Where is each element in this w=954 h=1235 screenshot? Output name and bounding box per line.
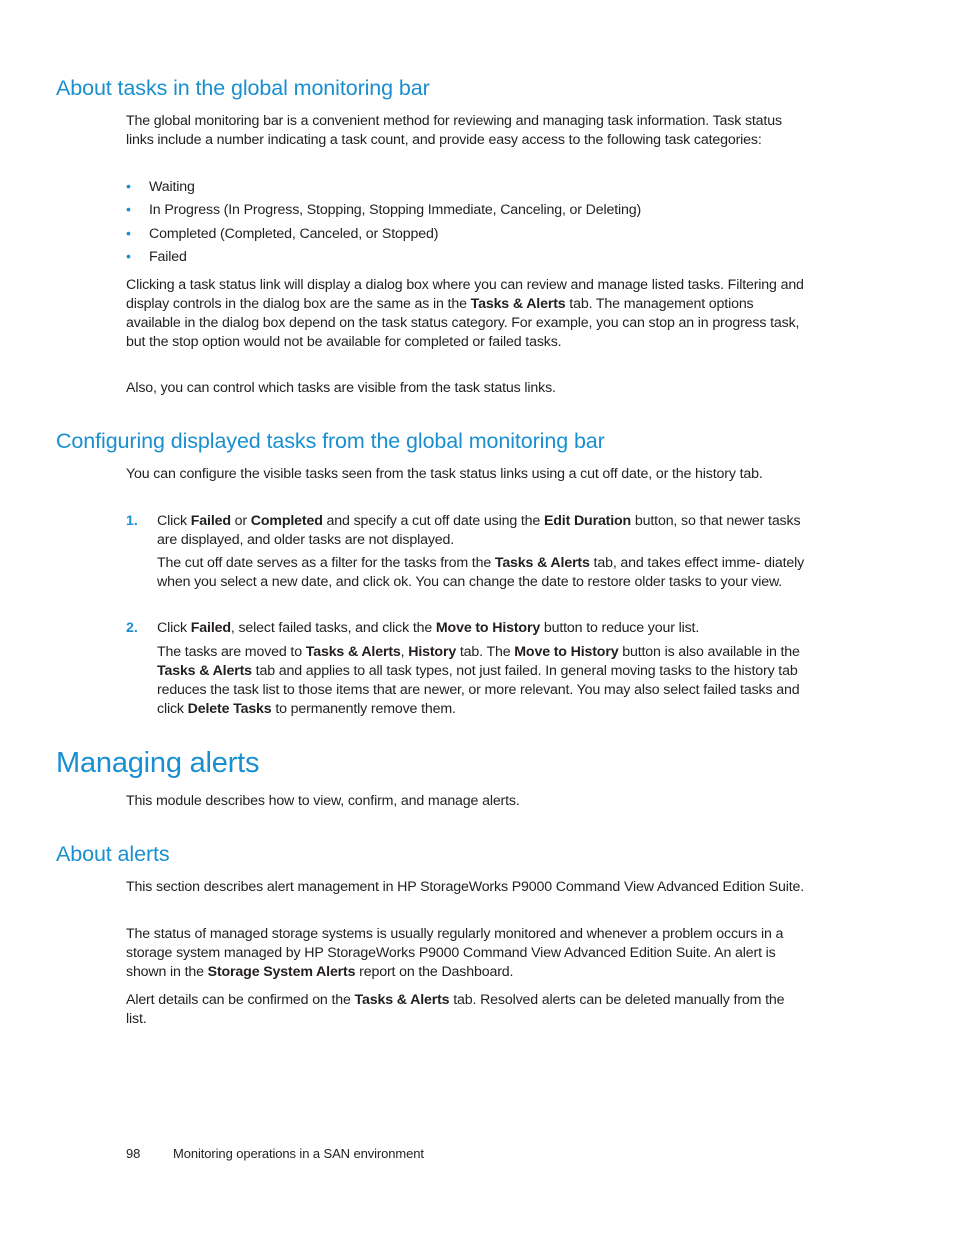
footer-chapter-title: Monitoring operations in a SAN environment	[173, 1146, 424, 1161]
step-2-text: Click Failed, select failed tasks, and click the Move to History button to reduce your list.	[157, 620, 700, 636]
list-item-text: In Progress (In Progress, Stopping, Stopping Immediate, Canceling, or Deleting)	[149, 202, 642, 218]
bullet-icon: •	[126, 179, 131, 195]
step-1-detail: The cut off date serves as a filter for the tasks from the Tasks & Alerts tab, and takes effect imme- diately when you select a new date, and click ok. You can change the date to restore older tasks to your view.	[157, 555, 805, 590]
bullet-icon: •	[126, 226, 131, 242]
section-heading-configuring-tasks: Configuring displayed tasks from the global monitoring bar	[56, 429, 605, 453]
paragraph-configure-intro: You can configure the visible tasks seen from the task status links using a cut off date, or the history tab.	[126, 466, 763, 482]
step-1-text: Click Failed or Completed and specify a cut off date using the Edit Duration button, so that newer tasks are displayed, and older tasks are not displayed.	[157, 513, 801, 548]
paragraph-storage-monitoring: The status of managed storage systems is usually regularly monitored and whenever a problem occurs in a storage system managed by HP StorageWorks P9000 Command View Advanced Edition Suite. An alert is shown in the Storage System Alerts report on the Dashboard.	[126, 926, 784, 980]
step-number: 1.	[126, 513, 138, 529]
list-item-text: Completed (Completed, Canceled, or Stopped)	[149, 226, 439, 242]
ui-term-tasks-alerts: Tasks & Alerts	[470, 295, 566, 312]
paragraph-control-visibility: Also, you can control which tasks are visible from the task status links.	[126, 380, 556, 396]
paragraph-alert-details: Alert details can be confirmed on the Tasks & Alerts tab. Resolved alerts can be deleted manually from the list.	[126, 992, 785, 1027]
paragraph-global-monitoring-intro: The global monitoring bar is a convenient method for reviewing and managing task information. Task status links include a number indicating a task count, and provide easy access to the following task categories:	[126, 113, 782, 148]
page-number: 98	[126, 1146, 141, 1161]
bullet-icon: •	[126, 202, 131, 218]
paragraph-alerts-module-intro: This module describes how to view, confirm, and manage alerts.	[126, 793, 520, 809]
step-number: 2.	[126, 620, 138, 636]
list-item-text: Waiting	[149, 179, 195, 195]
paragraph-task-status-link: Clicking a task status link will display a dialog box where you can review and manage listed tasks. Filtering and display controls in the dialog box are the same as in the Tasks & Alerts tab. The management options available in the dialog box depend on the task status category. For example, you can stop an in progress task, but the stop option would not be available for completed or failed tasks.	[126, 277, 804, 350]
bullet-icon: •	[126, 249, 131, 265]
step-2-detail: The tasks are moved to Tasks & Alerts, History tab. The Move to History button is also available in the Tasks & Alerts tab and applies to all task types, not just failed. In general moving tasks to the history tab reduces the task list to those items that are newer, or more relevant. You may also select failed tasks and click Delete Tasks to permanently remove them.	[157, 644, 800, 717]
section-heading-about-tasks: About tasks in the global monitoring bar	[56, 76, 430, 100]
section-heading-about-alerts: About alerts	[56, 842, 170, 866]
list-item-text: Failed	[149, 249, 187, 265]
paragraph-alert-management: This section describes alert management in HP StorageWorks P9000 Command View Advanced Edition Suite.	[126, 879, 805, 895]
chapter-heading-managing-alerts: Managing alerts	[56, 747, 260, 779]
